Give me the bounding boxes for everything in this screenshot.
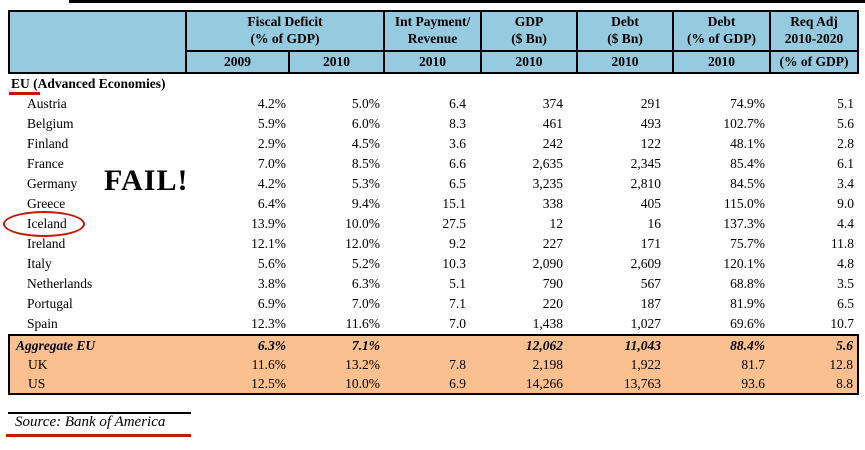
- source-red-underline-annotation: [6, 434, 191, 437]
- int-payment-revenue-cell: 9.2: [449, 236, 467, 251]
- header-line2: ($ Bn): [511, 31, 547, 46]
- fiscal-table: [8, 10, 859, 395]
- gdp-cell: 3,235: [532, 176, 564, 191]
- debt-pct-gdp-cell: 93.6: [673, 374, 770, 394]
- gdp-cell: 338: [542, 196, 564, 211]
- fiscal-deficit-2010-cell: 9.4%: [351, 196, 381, 211]
- req-adj-cell: 5.6: [837, 116, 855, 131]
- debt-bn-cell: 187: [640, 296, 662, 311]
- fiscal-deficit-2009-cell: 12.3%: [251, 316, 286, 331]
- table-row: [9, 314, 858, 335]
- debt-bn-cell: 1,922: [577, 355, 673, 374]
- debt-bn-cell: 405: [640, 196, 662, 211]
- header-line2: (% of GDP): [687, 31, 756, 46]
- country-cell: Aggregate EU: [9, 335, 186, 355]
- debt-pct-gdp-cell: 85.4%: [730, 156, 766, 171]
- header-line2: (% of GDP): [250, 31, 320, 46]
- debt-pct-gdp-cell: 75.7%: [730, 236, 766, 251]
- country-rows: [9, 94, 858, 335]
- top-edge-rule: [69, 0, 865, 3]
- table-row: [9, 374, 858, 394]
- fiscal-deficit-2010-cell: 7.1%: [289, 335, 384, 355]
- gdp-cell: 14,266: [481, 374, 577, 394]
- req-adj-cell: 6.1: [837, 156, 855, 171]
- int-payment-revenue-cell: 15.1: [442, 196, 467, 211]
- req-adj-cell: 2.8: [837, 136, 855, 151]
- int-payment-revenue-cell: 5.1: [449, 276, 467, 291]
- debt-bn-cell: 2,609: [630, 256, 662, 271]
- year-cell: 2010: [289, 51, 384, 73]
- gdp-cell: 374: [542, 96, 564, 111]
- req-adj-cell: 10.7: [830, 316, 855, 331]
- table-row: [9, 254, 858, 274]
- country-cell: Ireland: [27, 236, 66, 251]
- fiscal-deficit-2009-cell: 7.0%: [257, 156, 286, 171]
- debt-pct-gdp-cell: 81.7: [673, 355, 770, 374]
- fiscal-deficit-2009-cell: 6.9%: [257, 296, 286, 311]
- int-payment-revenue-cell: 6.4: [449, 96, 467, 111]
- req-adj-cell: 11.8: [830, 236, 855, 251]
- fiscal-deficit-2009-cell: 11.6%: [186, 355, 289, 374]
- country-cell: Portugal: [27, 296, 73, 311]
- header-line1: Debt: [611, 14, 639, 30]
- source-text: Source: Bank of America: [15, 414, 166, 430]
- fiscal-deficit-2009-cell: 13.9%: [251, 216, 286, 231]
- gdp-cell: 242: [542, 136, 564, 151]
- table-row: [9, 234, 858, 254]
- debt-bn-cell: 13,763: [577, 374, 673, 394]
- iceland-circle-annotation: [3, 211, 85, 237]
- fiscal-deficit-2010-cell: 4.5%: [351, 136, 381, 151]
- req-adj-cell: 4.8: [837, 256, 855, 271]
- col-group-req-adj: [770, 11, 858, 51]
- country-cell: Finland: [27, 136, 69, 151]
- fiscal-deficit-2010-cell: 13.2%: [289, 355, 384, 374]
- section-label: EU (Advanced Economies): [11, 76, 166, 91]
- debt-pct-gdp-cell: 74.9%: [730, 96, 766, 111]
- int-payment-revenue-cell: 6.9: [384, 374, 481, 394]
- gdp-cell: 2,198: [481, 355, 577, 374]
- country-cell: Spain: [27, 316, 58, 331]
- fiscal-deficit-2009-cell: 4.2%: [257, 96, 286, 111]
- col-group-fiscal-deficit: [186, 11, 384, 51]
- header-line1: GDP: [514, 14, 544, 30]
- debt-bn-cell: 1,027: [630, 316, 662, 331]
- header-line1: Fiscal Deficit: [247, 14, 323, 30]
- country-cell: Iceland: [27, 216, 67, 231]
- int-payment-revenue-cell: 8.3: [449, 116, 467, 131]
- fiscal-deficit-2010-cell: 5.2%: [351, 256, 381, 271]
- req-adj-cell: 5.6: [770, 335, 858, 355]
- req-adj-cell: 6.5: [837, 296, 855, 311]
- gdp-cell: 2,635: [532, 156, 564, 171]
- debt-bn-cell: 171: [640, 236, 662, 251]
- corner-cell: [9, 11, 186, 73]
- fiscal-deficit-2009-cell: 12.1%: [251, 236, 286, 251]
- debt-pct-gdp-cell: 137.3%: [723, 216, 766, 231]
- table-header: [9, 11, 858, 73]
- year-cell: 2010: [577, 51, 673, 73]
- header-line2: ($ Bn): [607, 31, 643, 46]
- fiscal-deficit-2009-cell: 6.4%: [257, 196, 286, 211]
- fiscal-deficit-2009-cell: 12.5%: [186, 374, 289, 394]
- debt-pct-gdp-cell: 68.8%: [730, 276, 766, 291]
- gdp-cell: 220: [542, 296, 564, 311]
- col-group-gdp: [481, 11, 577, 51]
- debt-pct-gdp-cell: 120.1%: [723, 256, 766, 271]
- fiscal-deficit-2009-cell: 4.2%: [257, 176, 286, 191]
- fiscal-deficit-2010-cell: 5.3%: [351, 176, 381, 191]
- int-payment-revenue-cell: 6.6: [449, 156, 467, 171]
- fiscal-deficit-2009-cell: 2.9%: [257, 136, 286, 151]
- year-cell: 2010: [384, 51, 481, 73]
- group-header-row: [9, 11, 858, 51]
- fiscal-deficit-2010-cell: 10.0%: [345, 216, 381, 231]
- debt-pct-gdp-cell: 102.7%: [723, 116, 766, 131]
- table-row: [9, 114, 858, 134]
- section-label-body: [9, 73, 858, 94]
- year-cell: (% of GDP): [770, 51, 858, 73]
- year-cell: 2009: [186, 51, 289, 73]
- debt-bn-cell: 122: [640, 136, 662, 151]
- country-cell: Austria: [27, 96, 67, 111]
- country-cell: Netherlands: [27, 276, 93, 291]
- fiscal-deficit-2010-cell: 8.5%: [351, 156, 381, 171]
- table-row: [9, 335, 858, 355]
- fiscal-deficit-2009-cell: 5.6%: [257, 256, 286, 271]
- int-payment-revenue-cell: 7.8: [384, 355, 481, 374]
- gdp-cell: 12: [549, 216, 564, 231]
- fiscal-deficit-2010-cell: 6.0%: [351, 116, 381, 131]
- fiscal-deficit-2010-cell: 11.6%: [345, 316, 381, 331]
- fiscal-deficit-2009-cell: 3.8%: [257, 276, 286, 291]
- fiscal-deficit-2010-cell: 6.3%: [351, 276, 381, 291]
- gdp-cell: 461: [542, 116, 564, 131]
- summary-rows: [9, 335, 858, 394]
- req-adj-cell: 8.8: [770, 374, 858, 394]
- debt-bn-cell: 493: [640, 116, 662, 131]
- debt-bn-cell: 2,810: [630, 176, 662, 191]
- gdp-cell: 12,062: [481, 335, 577, 355]
- year-cell: 2010: [481, 51, 577, 73]
- col-group-int-payment: [384, 11, 481, 51]
- int-payment-revenue-cell: 27.5: [442, 216, 467, 231]
- debt-pct-gdp-cell: 84.5%: [730, 176, 766, 191]
- fail-annotation: FAIL!: [104, 164, 189, 197]
- table-row: [9, 214, 858, 234]
- debt-pct-gdp-cell: 69.6%: [730, 316, 766, 331]
- fiscal-deficit-2010-cell: 7.0%: [351, 296, 381, 311]
- table-row: [9, 355, 858, 374]
- header-line1: Req Adj: [790, 14, 838, 30]
- table-row: [9, 274, 858, 294]
- col-group-debt-pct: [673, 11, 770, 51]
- debt-pct-gdp-cell: 88.4%: [673, 335, 770, 355]
- req-adj-cell: 3.4: [837, 176, 855, 191]
- debt-bn-cell: 16: [647, 216, 662, 231]
- year-cell: 2010: [673, 51, 770, 73]
- int-payment-revenue-cell: [384, 335, 481, 355]
- debt-pct-gdp-cell: 48.1%: [730, 136, 766, 151]
- req-adj-cell: 3.5: [837, 276, 855, 291]
- req-adj-cell: 12.8: [770, 355, 858, 374]
- eu-red-underline-annotation: [9, 92, 40, 95]
- table-row: [9, 94, 858, 114]
- country-cell: US: [9, 374, 186, 394]
- table-row: [9, 294, 858, 314]
- debt-pct-gdp-cell: 81.9%: [730, 296, 766, 311]
- country-cell: Belgium: [27, 116, 74, 131]
- debt-pct-gdp-cell: 115.0%: [723, 196, 766, 211]
- int-payment-revenue-cell: 3.6: [449, 136, 467, 151]
- col-group-debt-bn: [577, 11, 673, 51]
- int-payment-revenue-cell: 7.0: [449, 316, 467, 331]
- country-cell: Italy: [27, 256, 52, 271]
- fiscal-deficit-2010-cell: 12.0%: [345, 236, 381, 251]
- debt-bn-cell: 11,043: [577, 335, 673, 355]
- country-cell: UK: [9, 355, 186, 374]
- fiscal-deficit-2010-cell: 5.0%: [351, 96, 381, 111]
- header-line1: Debt: [707, 14, 736, 30]
- gdp-cell: 1,438: [532, 316, 564, 331]
- int-payment-revenue-cell: 10.3: [442, 256, 467, 271]
- req-adj-cell: 9.0: [837, 196, 855, 211]
- debt-bn-cell: 2,345: [630, 156, 662, 171]
- header-line2: 2010-2020: [784, 31, 844, 46]
- table-row: [9, 134, 858, 154]
- debt-bn-cell: 291: [640, 96, 662, 111]
- header-line1: Int Payment/: [394, 14, 471, 30]
- req-adj-cell: 4.4: [837, 216, 855, 231]
- fiscal-deficit-2009-cell: 6.3%: [186, 335, 289, 355]
- country-cell: France: [27, 156, 64, 171]
- section-label-row: [9, 73, 858, 94]
- fiscal-deficit-2009-cell: 5.9%: [257, 116, 286, 131]
- country-cell: Germany: [27, 176, 78, 191]
- gdp-cell: 227: [542, 236, 564, 251]
- gdp-cell: 790: [542, 276, 564, 291]
- header-line2: Revenue: [407, 31, 458, 46]
- fiscal-deficit-2010-cell: 10.0%: [289, 374, 384, 394]
- int-payment-revenue-cell: 6.5: [449, 176, 467, 191]
- debt-bn-cell: 567: [640, 276, 662, 291]
- req-adj-cell: 5.1: [837, 96, 855, 111]
- gdp-cell: 2,090: [532, 256, 564, 271]
- int-payment-revenue-cell: 7.1: [449, 296, 467, 311]
- country-cell: Greece: [27, 196, 66, 211]
